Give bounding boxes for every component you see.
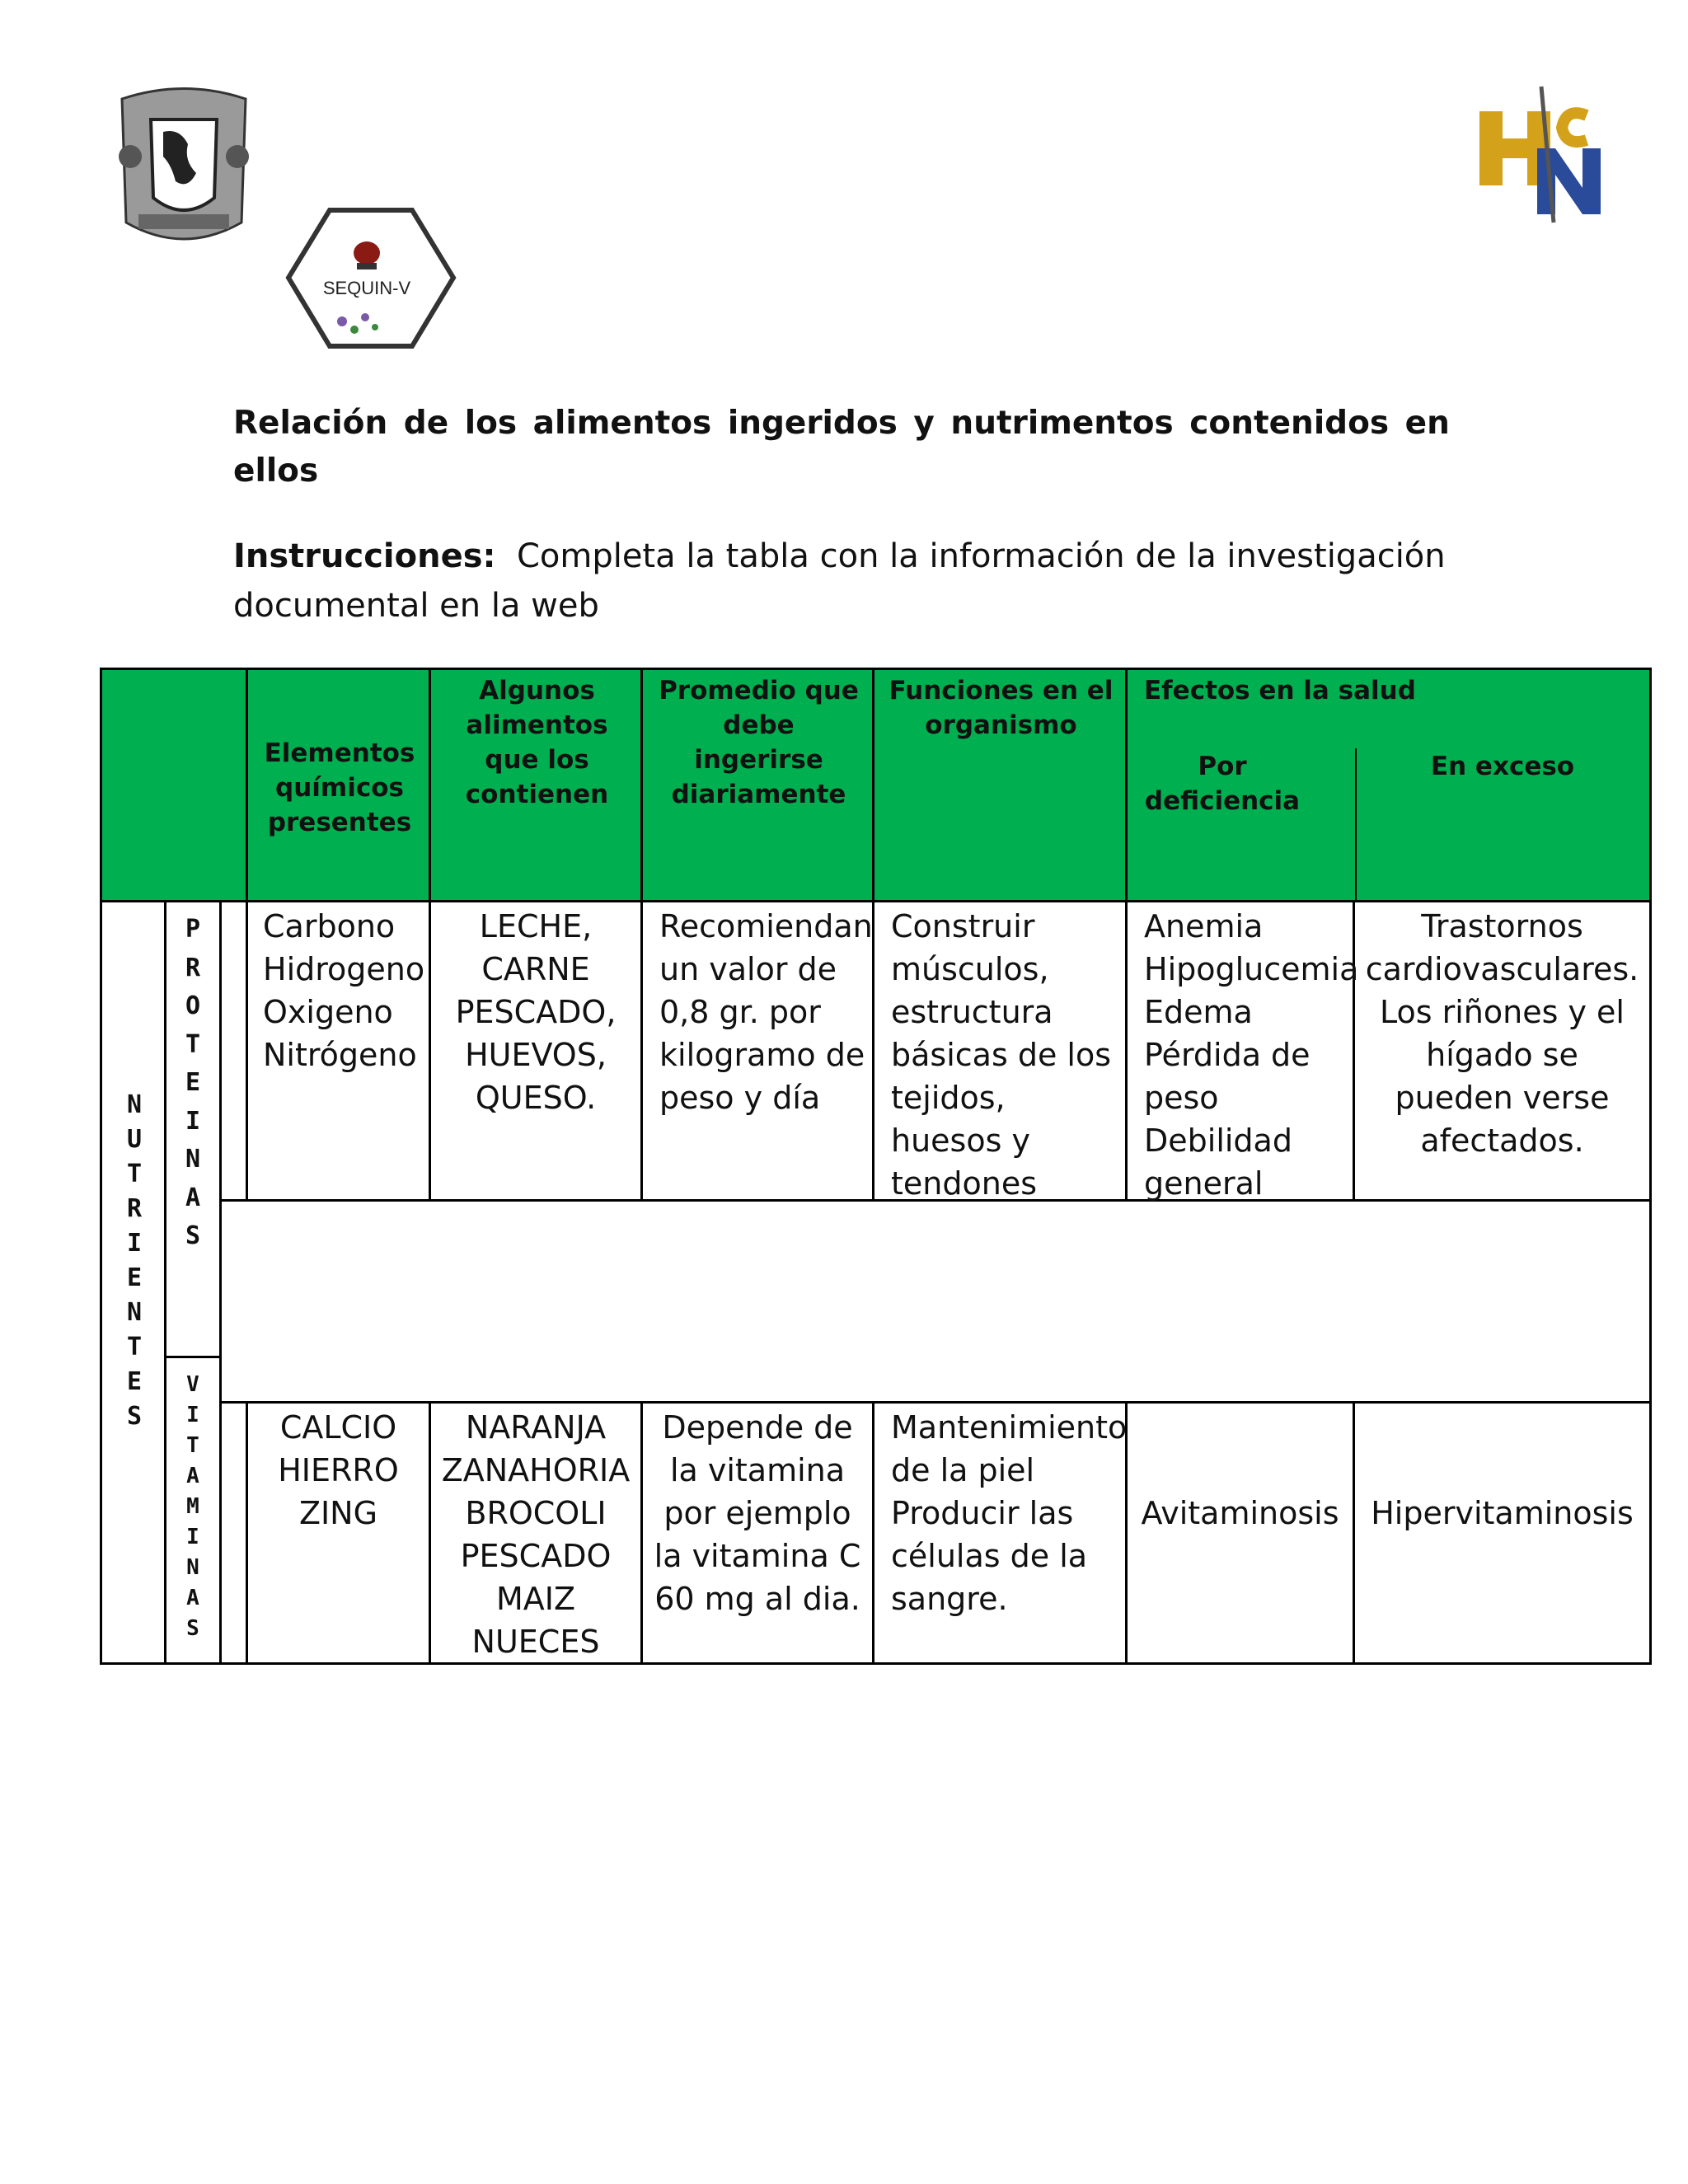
proteinas-label [166, 911, 219, 1256]
vitaminas-letter: T [186, 1433, 199, 1458]
header-funciones-label: Funciones en el organismo [889, 676, 1114, 740]
nutrientes-group-cell [100, 902, 166, 1665]
vitaminas-label [166, 1370, 219, 1644]
nutrientes-letter: N [126, 1090, 143, 1119]
vitaminas-letter: S [186, 1616, 199, 1641]
header-alimentos-label: Algunos alimentos que los contienen [465, 676, 609, 809]
vitaminas-alimentos-text [431, 1406, 640, 1663]
proteinas-exceso-cell [1355, 902, 1652, 1202]
proteinas-letter: I [185, 1106, 201, 1136]
proteinas-letter: A [185, 1183, 201, 1212]
header-elementos-label: Elementos químicos presentes [264, 738, 415, 837]
nutrientes-letter: T [126, 1160, 143, 1188]
cell-line: PESCADO, [455, 994, 617, 1030]
header-alimentos [431, 668, 643, 902]
proteinas-exceso-text [1355, 905, 1649, 1162]
cell-line: 0,8 gr. por [659, 994, 821, 1030]
proteinas-alimentos-cell [431, 902, 643, 1202]
vitaminas-letter: I [186, 1525, 199, 1549]
proteinas-label-cell [166, 902, 222, 1358]
cell-line: pueden verse [1395, 1080, 1610, 1116]
nutrientes-letter: R [126, 1194, 143, 1223]
vitaminas-promedio-text [643, 1406, 872, 1620]
cell-line: tendones [891, 1165, 1037, 1202]
nutrientes-letter: E [126, 1263, 143, 1292]
vitaminas-letter: V [186, 1372, 199, 1397]
cell-line: HUEVOS, [465, 1037, 607, 1073]
instructions [233, 532, 1552, 630]
cell-line: huesos y [891, 1122, 1030, 1159]
vitaminas-label-cell [166, 1358, 222, 1665]
nutrientes-letter: S [126, 1402, 143, 1431]
cell-line: hígado se [1426, 1037, 1578, 1073]
cell-line: cardiovasculares. [1365, 951, 1639, 987]
proteinas-letter: N [185, 1145, 201, 1174]
cell-line: Carbono [263, 908, 396, 944]
cell-line: Trastornos [1421, 908, 1583, 944]
document-title: Relación de los alimentos ingeridos y nutrimentos contenidos en ellos [233, 405, 1450, 490]
header-efectos-label: Efectos en la salud [1144, 676, 1416, 705]
proteinas-letter: P [185, 915, 201, 944]
proteinas-deficiencia-text [1144, 905, 1359, 1205]
header-promedio [643, 668, 874, 902]
cell-line: por ejemplo [663, 1495, 851, 1531]
proteinas-elementos-text [263, 905, 428, 1076]
cell-line: CARNE [481, 951, 590, 987]
vitaminas-exceso-text [1355, 1492, 1649, 1535]
cell-line: CALCIO [279, 1409, 397, 1446]
cell-line: Pérdida de [1144, 1037, 1311, 1073]
cell-line: tejidos, [891, 1080, 1006, 1116]
instructions-label: Instrucciones: [233, 537, 496, 575]
cell-line: ZING [298, 1495, 378, 1531]
proteinas-promedio-cell [643, 902, 874, 1202]
cell-line: la vitamina [669, 1452, 846, 1488]
cell-line: Anemia [1144, 908, 1264, 944]
header-funciones [874, 668, 1128, 902]
cell-line: kilogramo de [659, 1037, 865, 1073]
proteinas-funciones-text [891, 905, 1125, 1205]
vitaminas-spacer-cell [222, 1404, 248, 1665]
sequin-v-logo-text: SEQUIN-V [322, 278, 411, 298]
vitaminas-letter: A [186, 1586, 199, 1610]
proteinas-funciones-cell [874, 902, 1128, 1202]
proteinas-letter: O [185, 991, 201, 1020]
vitaminas-alimentos-cell [431, 1404, 643, 1665]
header-exceso-label: En exceso [1430, 752, 1575, 781]
nutrientes-letter: U [126, 1125, 143, 1154]
proteinas-letter: S [185, 1221, 201, 1250]
cell-line: músculos, [891, 951, 1049, 987]
cell-line: Hipervitaminosis [1371, 1495, 1634, 1531]
vitaminas-deficiencia-cell [1128, 1404, 1355, 1665]
cell-line: Avitaminosis [1141, 1495, 1339, 1531]
vitaminas-letter: M [186, 1494, 199, 1519]
cell-line: LECHE, [479, 908, 593, 944]
cell-line: Hidrogeno [263, 951, 425, 987]
proteinas-letter: E [185, 1068, 201, 1097]
cell-line: básicas de los [891, 1037, 1112, 1073]
cell-line: QUESO. [475, 1080, 597, 1116]
cell-line: Depende de [662, 1409, 853, 1446]
nutrientes-letter: T [126, 1333, 143, 1361]
header-group-blank [100, 668, 248, 902]
cell-line: peso [1144, 1080, 1219, 1116]
proteinas-alimentos-text [431, 905, 640, 1119]
proteinas-letter: T [185, 1029, 201, 1059]
cell-line: afectados. [1420, 1122, 1584, 1159]
cell-line: Producir las [891, 1495, 1074, 1531]
cell-line: de la piel [891, 1452, 1035, 1488]
sequin-v-logo [284, 202, 457, 354]
proteinas-letter: R [185, 953, 201, 982]
vitaminas-elementos-text [248, 1406, 429, 1535]
cell-line: estructura [891, 994, 1053, 1030]
proteinas-deficiencia-cell [1128, 902, 1359, 1202]
vitaminas-promedio-cell [643, 1404, 874, 1665]
blank-gap-cell [222, 1202, 1652, 1404]
cell-line: 60 mg al dia. [654, 1581, 860, 1617]
cell-line: sangre. [891, 1581, 1008, 1617]
header-elementos [248, 668, 431, 902]
cell-line: células de la [891, 1538, 1088, 1574]
cell-line: NUECES [471, 1624, 600, 1660]
cell-line: Debilidad [1144, 1122, 1292, 1159]
header-efectos [1128, 668, 1652, 902]
cell-line: la vitamina C [654, 1538, 861, 1574]
header-deficiencia-label: Por deficiencia [1144, 752, 1301, 816]
cell-line: HIERRO [278, 1452, 399, 1488]
vitaminas-funciones-text [891, 1406, 1128, 1620]
nutrientes-letter: E [126, 1367, 143, 1396]
cell-line: general [1144, 1165, 1264, 1202]
cell-line: Edema [1144, 994, 1253, 1030]
vitaminas-deficiencia-text [1128, 1492, 1353, 1535]
proteinas-spacer-cell [222, 902, 248, 1202]
header-efectos-divider [1355, 748, 1357, 902]
header-promedio-label: Promedio que debe ingerirse diariamente [659, 676, 859, 809]
cell-line: Nitrógeno [263, 1037, 417, 1073]
nutrientes-label [102, 1088, 166, 1434]
instructions-text: Completa la tabla con la información de la investigación documental en la web [233, 537, 1446, 625]
cell-line: Mantenimiento [891, 1409, 1128, 1446]
proteinas-elementos-cell [248, 902, 431, 1202]
cell-line: Hipoglucemia [1144, 951, 1359, 987]
vitaminas-exceso-cell [1355, 1404, 1652, 1665]
vitaminas-letter: N [186, 1555, 199, 1580]
vitaminas-elementos-cell [248, 1404, 431, 1665]
cell-line: PESCADO [460, 1538, 612, 1574]
cell-line: NARANJA [465, 1409, 607, 1446]
cell-line: Recomiendan [659, 908, 873, 944]
vitaminas-funciones-cell [874, 1404, 1128, 1665]
cell-line: Oxigeno [263, 994, 393, 1030]
proteinas-promedio-text [659, 905, 872, 1119]
cell-line: BROCOLI [465, 1495, 607, 1531]
unam-seal-logo [106, 82, 262, 255]
cell-line: ZANAHORIA [441, 1452, 631, 1488]
cell-line: Los riñones y el [1380, 994, 1625, 1030]
nutrientes-letter: I [126, 1229, 143, 1258]
cell-line: MAIZ [495, 1581, 576, 1617]
cell-line: Construir [891, 908, 1035, 944]
vitaminas-letter: I [186, 1403, 199, 1427]
nutrientes-letter: N [126, 1298, 143, 1327]
cell-line: un valor de [659, 951, 837, 987]
vitaminas-letter: A [186, 1464, 199, 1488]
cell-line: peso y día [659, 1080, 821, 1116]
hnc-logo [1463, 82, 1624, 227]
